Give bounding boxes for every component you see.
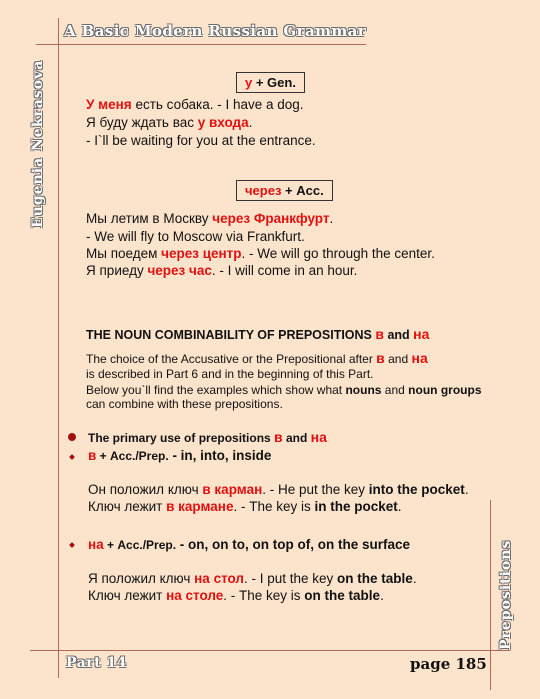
text: and (383, 328, 414, 342)
text: . - We will go through the center. (241, 246, 435, 261)
highlight: в (88, 448, 97, 463)
bold-text: into the pocket (368, 482, 465, 497)
meaning: - on, on to, on top of, on the surface (176, 537, 411, 552)
rule-v (88, 447, 271, 465)
example-line (88, 498, 402, 515)
frame-right-line (490, 500, 491, 690)
highlight: в карман (202, 482, 263, 497)
section-name: Prepositions (498, 539, 514, 650)
book-title: A Basic Modern Russian Grammar (64, 22, 367, 40)
example-line (86, 114, 252, 131)
bullet-dot-icon (68, 433, 76, 441)
preposition-box-gen (236, 72, 305, 93)
example-line (86, 245, 435, 262)
text: . (397, 499, 402, 514)
text: Я приеду (86, 263, 148, 278)
highlight: на (310, 429, 327, 445)
text: THE NOUN COMBINABILITY OF PREPOSITIONS (86, 328, 376, 342)
example-line (88, 587, 384, 604)
case-label: + Acc./Prep. (96, 449, 169, 463)
intro-line: is described in Part 6 and in the beginning of this Part. (86, 367, 374, 381)
text: and (282, 431, 311, 445)
highlight: в (376, 350, 385, 366)
text: Он положил ключ (88, 482, 203, 497)
section-heading (86, 326, 429, 344)
highlight: на (411, 350, 428, 366)
frame-left-line (58, 18, 59, 678)
text: . (248, 115, 253, 130)
text: - I`ll be waiting for you at the entrance. (86, 133, 316, 148)
text: and (384, 352, 412, 366)
text: . - I put the key (244, 571, 338, 586)
example-line (86, 96, 304, 113)
text: Мы поедем (86, 246, 162, 261)
highlight: через час (147, 263, 212, 278)
meaning: - in, into, inside (168, 448, 272, 463)
text: . - The key is (223, 588, 305, 603)
highlight: в (375, 326, 384, 342)
rule-na (88, 536, 410, 554)
text: The choice of the Accusative or the Prepositional after (86, 352, 377, 366)
text: . - He put the key (262, 482, 369, 497)
highlight: у входа (197, 115, 249, 130)
text: - We will fly to Moscow via Frankfurt. (86, 229, 305, 244)
example-line (86, 132, 316, 149)
preposition: через (245, 183, 282, 198)
text: Ключ лежит (88, 588, 167, 603)
highlight: У меня (86, 97, 132, 112)
part-label: Part 14 (66, 655, 127, 671)
frame-top-line (36, 44, 366, 45)
example-line (86, 210, 333, 227)
example-line (86, 228, 305, 245)
case-label: + Gen. (252, 75, 296, 90)
intro-line: can combine with these prepositions. (86, 397, 283, 411)
preposition: у (245, 75, 253, 90)
text: Below you`ll find the examples which show what (86, 383, 346, 397)
example-line (88, 481, 469, 498)
text: and (381, 383, 409, 397)
bold-text: nouns (345, 383, 382, 397)
bold-text: in the pocket (314, 499, 398, 514)
page-number: page 185 (410, 655, 487, 673)
text: . (329, 211, 334, 226)
primary-use-heading (88, 429, 327, 447)
highlight: на (88, 537, 104, 552)
text: The primary use of prepositions (88, 431, 275, 445)
highlight: через центр (161, 246, 242, 261)
text: Я буду ждать вас (86, 115, 198, 130)
bold-text: on the table (304, 588, 381, 603)
text: Мы летим в Москву (86, 211, 213, 226)
text: . - The key is (233, 499, 315, 514)
preposition-box-acc (236, 180, 333, 201)
example-line (88, 570, 417, 587)
highlight: на (413, 326, 430, 342)
text: . (412, 571, 417, 586)
highlight: в кармане (166, 499, 234, 514)
case-label: + Acc. (281, 183, 324, 198)
text: . - I will come in an hour. (211, 263, 358, 278)
case-label: + Acc./Prep. (103, 538, 177, 552)
bold-text: on the table (337, 571, 413, 586)
text: . (464, 482, 469, 497)
frame-bottom-line (30, 650, 510, 651)
text: . (380, 588, 384, 603)
highlight: на стол (194, 571, 244, 586)
bold-text: noun groups (408, 383, 482, 397)
highlight: через Франкфурт (212, 211, 330, 226)
highlight: в (274, 429, 283, 445)
example-line (86, 262, 357, 279)
text: Ключ лежит (88, 499, 167, 514)
author-name: Eugenia Nekrasova (30, 59, 46, 228)
diamond-bullet-icon (69, 454, 75, 460)
text: есть собака. - I have a dog. (131, 97, 304, 112)
highlight: на столе (166, 588, 224, 603)
text: Я положил ключ (88, 571, 195, 586)
diamond-bullet-icon (69, 542, 75, 548)
